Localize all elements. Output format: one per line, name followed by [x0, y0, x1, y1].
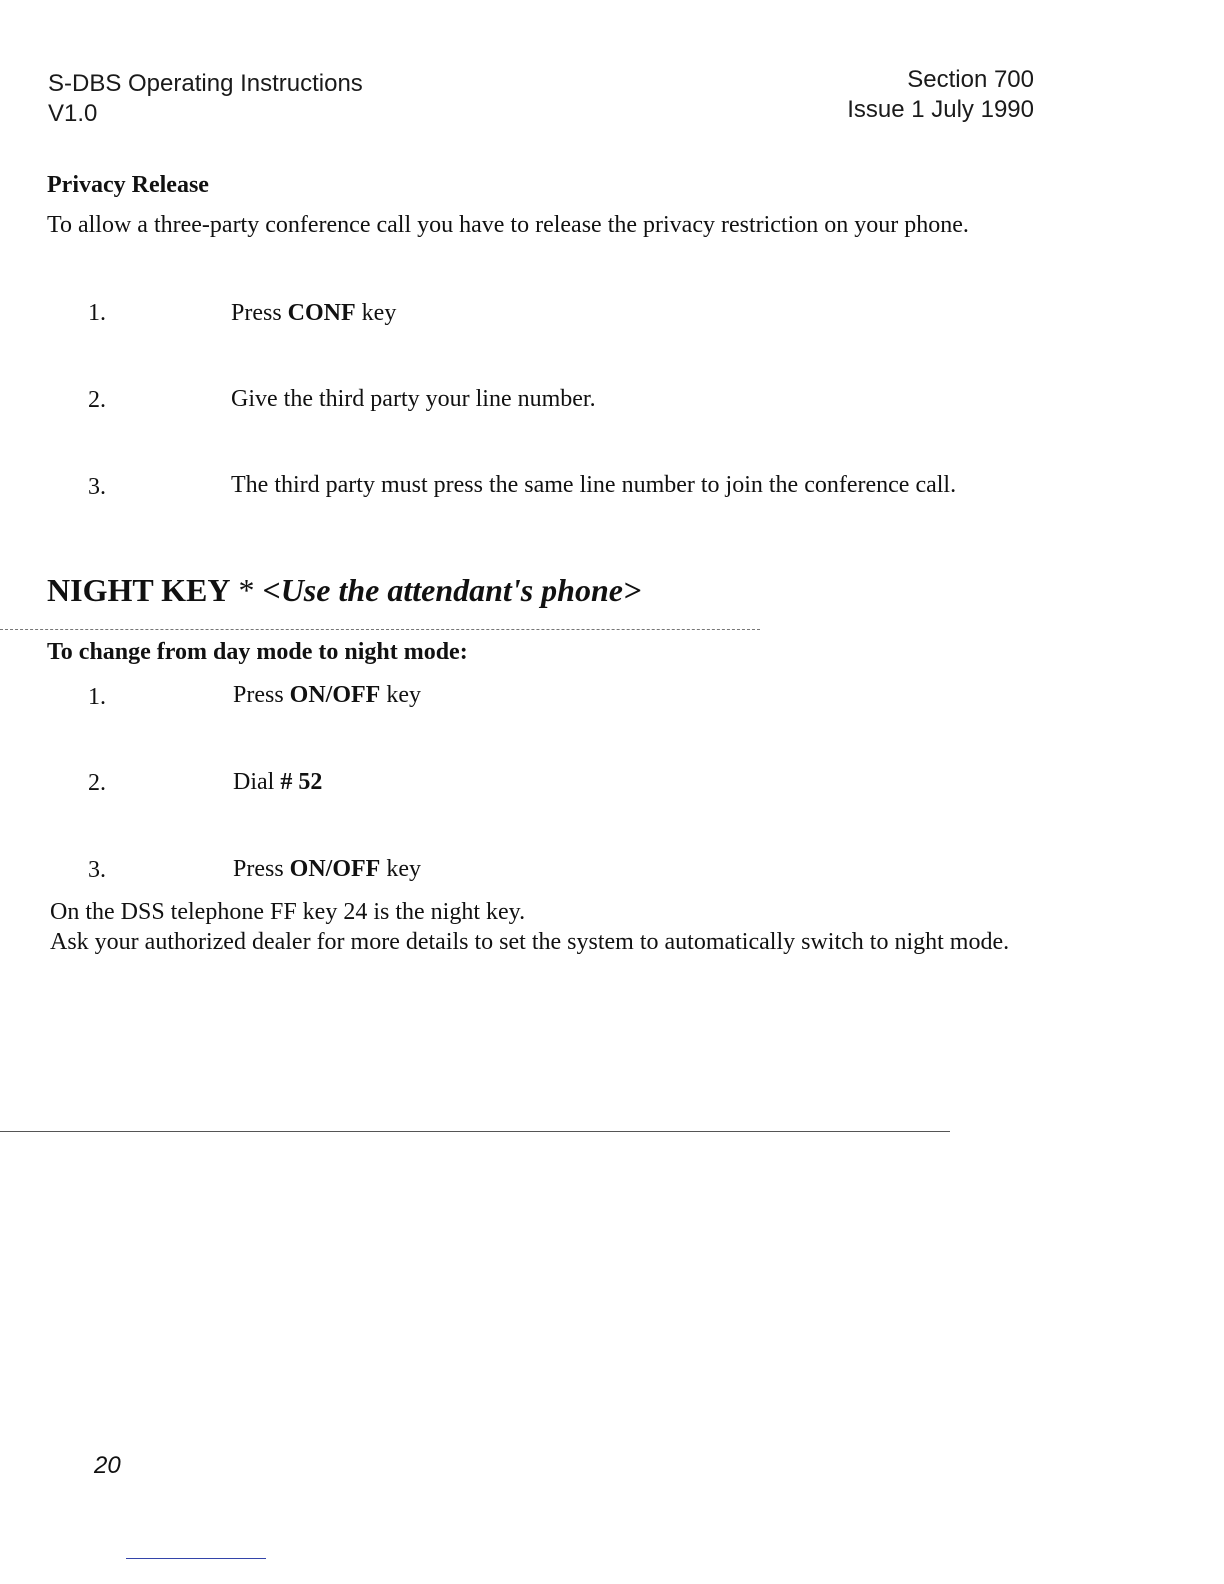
privacy-heading: Privacy Release [47, 172, 209, 198]
onoff-key-label-1: ON/OFF [289, 682, 381, 708]
night-step-1-number: 1. [88, 684, 106, 710]
night-step-1-pre: Press [233, 682, 290, 708]
night-key-star: * [238, 572, 255, 608]
night-step-1 [233, 680, 421, 710]
night-step-2 [233, 767, 322, 797]
privacy-step-2: Give the third party your line number. [231, 386, 596, 412]
dial-code: # 52 [280, 769, 323, 795]
night-key-note: <Use the attendant's phone> [262, 572, 642, 608]
doc-version: V1.0 [48, 100, 98, 127]
doc-title: S-DBS Operating Instructions [48, 70, 363, 97]
night-step-2-pre: Dial [233, 769, 281, 795]
footer-mark [126, 1558, 266, 1559]
privacy-intro: To allow a three-party conference call you have to release the privacy restriction on your phone. [47, 212, 969, 238]
night-step-3 [233, 854, 421, 884]
night-step-1-post: key [380, 682, 421, 708]
night-step-3-number: 3. [88, 857, 106, 883]
dealer-note: Ask your authorized dealer for more details to set the system to automatically switch to night mode. [50, 929, 1010, 955]
issue-date: Issue 1 July 1990 [847, 96, 1034, 123]
privacy-step-1 [231, 298, 396, 328]
conf-key-label: CONF [287, 300, 356, 326]
onoff-key-label-2: ON/OFF [289, 856, 381, 882]
page-number: 20 [94, 1452, 121, 1479]
privacy-step-1-number: 1. [88, 300, 106, 326]
night-key-title: NIGHT KEY [47, 572, 231, 608]
night-subheading: To change from day mode to night mode: [47, 639, 468, 665]
night-step-3-pre: Press [233, 856, 290, 882]
night-step-3-post: key [380, 856, 421, 882]
section-number: Section 700 [907, 66, 1034, 93]
privacy-step-1-pre: Press [231, 300, 288, 326]
night-key-heading [47, 572, 641, 609]
section-divider [0, 629, 760, 630]
privacy-step-1-post: key [355, 300, 397, 326]
privacy-step-3-number: 3. [88, 474, 106, 500]
bottom-rule [0, 1131, 950, 1132]
dss-note: On the DSS telephone FF key 24 is the night key. [50, 899, 526, 925]
privacy-step-2-number: 2. [88, 387, 106, 413]
night-step-2-number: 2. [88, 770, 106, 796]
privacy-step-3: The third party must press the same line number to join the conference call. [231, 472, 957, 498]
